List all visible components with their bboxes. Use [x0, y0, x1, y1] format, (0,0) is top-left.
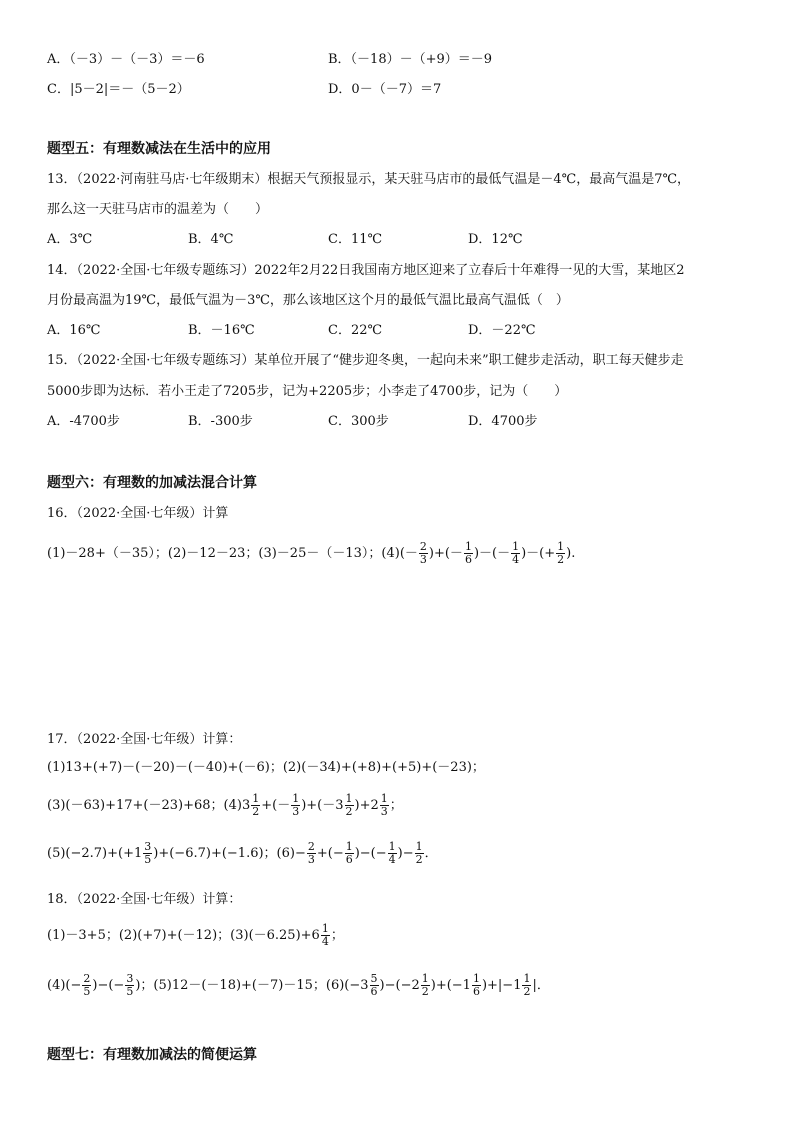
fraction: $\frac{3}{5}$ — [126, 972, 134, 998]
expr-text: )－(－ — [473, 546, 511, 561]
q17-line3 — [47, 838, 438, 870]
q18-line2 — [47, 970, 550, 1002]
fraction: $\frac{1}{6}$ — [464, 540, 472, 566]
q12-option-b: B．（－18）－（+9）＝－9 — [328, 52, 493, 67]
expr-text: ； — [330, 928, 344, 943]
q12-option-a: A．（－3）－（－3）＝－6 — [47, 52, 205, 67]
q15-option-d: D．4700步 — [468, 414, 538, 429]
expr-text: (5)(−2.7)+(+1 — [47, 846, 143, 861]
q14-option-c: C．22℃ — [328, 323, 383, 338]
fraction: $\frac{1}{4}$ — [321, 922, 329, 948]
expr-text: ). — [566, 546, 576, 561]
expr-text: )+|−1 — [481, 978, 522, 993]
fraction: $\frac{3}{5}$ — [144, 840, 152, 866]
q17-line2 — [47, 790, 403, 822]
q16-expression — [47, 538, 575, 570]
q13-text-line1: 13．（2022·河南驻马店·七年级期末）根据天气预报显示，某天驻马店市的最低气温是－4℃，最高气温是7℃， — [47, 172, 691, 187]
expr-text: (－ — [399, 546, 418, 561]
fraction: $\frac{5}{6}$ — [370, 972, 378, 998]
q16-part1: (1)－28+（－35）；(2)－12－23；(3)－25－（－13）；(4) — [47, 546, 400, 561]
expr-text: )+(－ — [428, 546, 463, 561]
expr-text: (4)(− — [47, 978, 82, 993]
fraction: $\frac{1}{4}$ — [512, 540, 520, 566]
fraction: $\frac{1}{3}$ — [292, 792, 300, 818]
section-title: 题型七：有理数加减法的简便运算 — [47, 1047, 257, 1063]
expr-text: 3 — [241, 798, 251, 813]
expr-text: )+(－3 — [301, 798, 344, 813]
q15-text-line2: 5000步即为达标．若小王走了7205步，记为+2205步；小李走了4700步，记为（ ） — [47, 384, 568, 399]
fraction: $\frac{1}{2}$ — [523, 972, 531, 998]
fraction: $\frac{2}{3}$ — [307, 840, 315, 866]
q17-header: 17．（2022·全国·七年级）计算： — [47, 732, 242, 747]
q15-option-b: B．-300步 — [188, 414, 253, 429]
q14-text-line2: 月份最高温为19℃，最低气温为－3℃，那么该地区这个月的最低气温比最高气温低（ ） — [47, 293, 569, 308]
expr-text: )−(− — [92, 978, 125, 993]
q13-option-d: D．12℃ — [468, 232, 523, 247]
expr-text: )；(5)12－(－18)+(－7)－15；(6)(−3 — [135, 978, 369, 993]
expr-text: (3)(－63)+17+(－23)+68；(4) — [47, 798, 242, 813]
fraction: $\frac{1}{2}$ — [557, 540, 565, 566]
fraction: $\frac{1}{2}$ — [252, 792, 260, 818]
expr-text: )−(− — [354, 846, 387, 861]
q16-header: 16．（2022·全国·七年级）计算 — [47, 506, 229, 521]
fraction: $\frac{2}{3}$ — [419, 540, 427, 566]
fraction: $\frac{1}{2}$ — [415, 840, 423, 866]
q13-option-a: A．3℃ — [47, 232, 93, 247]
q18-header: 18．（2022·全国·七年级）计算： — [47, 892, 242, 907]
q15-text-line1: 15．（2022·全国·七年级专题练习）某单位开展了“健步迎冬奥，一起向未来”职工健步走活动，职工每天健步走 — [47, 353, 684, 368]
section-title: 题型五：有理数减法在生活中的应用 — [47, 141, 271, 157]
expr-text: |． — [532, 978, 550, 993]
q12-option-d: D．0－（－7）＝7 — [328, 82, 442, 97]
expr-text: ． — [424, 846, 438, 861]
q13-option-c: C．11℃ — [328, 232, 383, 247]
expr-text: )－(+ — [521, 546, 556, 561]
fraction: $\frac{1}{6}$ — [472, 972, 480, 998]
fraction: $\frac{1}{4}$ — [388, 840, 396, 866]
q14-text-line1: 14．（2022·全国·七年级专题练习）2022年2月22日我国南方地区迎来了立春后十年难得一见的大雪，某地区2 — [47, 263, 685, 278]
q14-option-d: D．－22℃ — [468, 323, 536, 338]
fraction: $\frac{2}{5}$ — [83, 972, 91, 998]
expr-text: +(− — [316, 846, 344, 861]
fraction: $\frac{1}{2}$ — [345, 792, 353, 818]
expr-text: )−(−2 — [379, 978, 420, 993]
q18-line1 — [47, 920, 344, 952]
expr-text: )+2 — [354, 798, 379, 813]
expr-text: ； — [389, 798, 403, 813]
fraction: $\frac{1}{2}$ — [421, 972, 429, 998]
q13-text-line2: 那么这一天驻马店市的温差为（ ） — [47, 202, 269, 217]
q14-option-a: A．16℃ — [47, 323, 101, 338]
expr-text: )+(−1 — [430, 978, 471, 993]
fraction: $\frac{1}{6}$ — [345, 840, 353, 866]
expr-text: (1)－3+5；(2)(+7)+(－12)；(3)(－6.25)+6 — [47, 928, 320, 943]
q14-option-b: B．－16℃ — [188, 323, 255, 338]
q17-line1: (1)13+(+7)－(－20)－(－40)+(－6)；(2)(－34)+(+8)+(+5)+(－23)； — [47, 760, 485, 775]
q13-option-b: B．4℃ — [188, 232, 234, 247]
q12-option-c: C．|5－2|＝－（5－2） — [47, 82, 190, 97]
expr-text: +(－ — [261, 798, 291, 813]
expr-text: )− — [397, 846, 414, 861]
q15-option-a: A．-4700步 — [47, 414, 120, 429]
section-title: 题型六：有理数的加减法混合计算 — [47, 475, 257, 491]
fraction: $\frac{1}{3}$ — [380, 792, 388, 818]
q15-option-c: C．300步 — [328, 414, 389, 429]
expr-text: )+(−6.7)+(−1.6)；(6)− — [153, 846, 306, 861]
